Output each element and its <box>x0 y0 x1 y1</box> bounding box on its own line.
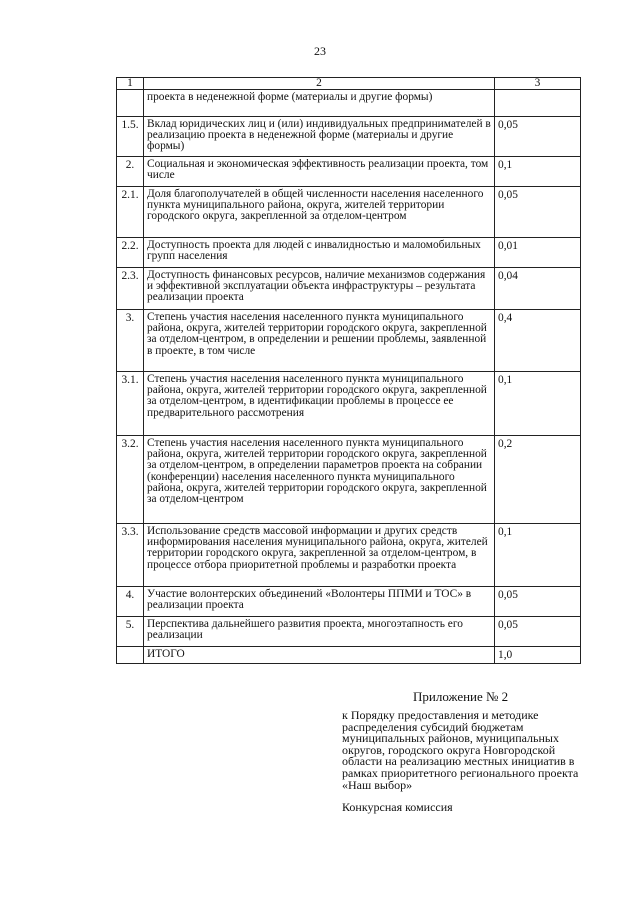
row-weight: 0,04 <box>495 268 581 310</box>
row-criterion: Степень участия населения населенного пункта муниципального района, округа, жителей территории городского округа, закрепленной за отделом-центром, в определении и решении проблемы, заявленной в проекте, в том числе <box>144 310 495 372</box>
row-criterion: Социальная и экономическая эффективность реализации проекта, том числе <box>144 157 495 187</box>
table-row <box>117 436 581 524</box>
row-criterion: Степень участия населения населенного пункта муниципального района, округа, жителей территории городского округа, закрепленной за отделом-центром, в определении параметров проекта на собрании (конференции) населения населенного пункта муниципального района, округа, жителей территории городского округа, закрепленной за отделом-центром <box>144 436 495 524</box>
total-label: ИТОГО <box>144 647 495 664</box>
row-criterion: Доступность проекта для людей с инвалидностью и маломобильных групп населения <box>144 238 495 268</box>
table-row <box>117 268 581 310</box>
row-criterion: Доступность финансовых ресурсов, наличие механизмов содержания и эффективной эксплуатации объекта инфраструктуры – результата реализации проекта <box>144 268 495 310</box>
row-number: 3.3. <box>117 524 144 587</box>
table-row <box>117 187 581 238</box>
row-criterion: Степень участия населения населенного пункта муниципального района, округа, жителей территории городского округа, закрепленной за отделом-центром, в идентификации проблемы в процессе ее предварительного рассмотрения <box>144 372 495 436</box>
row-weight: 0,4 <box>495 310 581 372</box>
table-row <box>117 524 581 587</box>
row-number: 2.2. <box>117 238 144 268</box>
row-weight: 0,05 <box>495 187 581 238</box>
total-row <box>117 647 581 664</box>
table-row <box>117 90 581 117</box>
table-row <box>117 238 581 268</box>
row-number: 2.3. <box>117 268 144 310</box>
row-criterion: Использование средств массовой информации и других средств информирования населения муниципального района, округа, жителей территории городского округа, закрепленной за отделом-центром, в процессе отбора приоритетной проблемы и разработки проекта <box>144 524 495 587</box>
row-weight: 0,01 <box>495 238 581 268</box>
row-number: 2.1. <box>117 187 144 238</box>
row-weight: 0,1 <box>495 157 581 187</box>
row-criterion: Участие волонтерских объединений «Волонтеры ППМИ и ТОС» в реализации проекта <box>144 587 495 617</box>
row-criterion: Вклад юридических лиц и (или) индивидуальных предпринимателей в реализацию проекта в неденежной форме (материалы и другие формы) <box>144 117 495 157</box>
header-col-2: 2 <box>144 78 495 90</box>
commission-heading: Конкурсная комиссия <box>342 800 453 814</box>
row-number: 5. <box>117 617 144 647</box>
row-weight: 0,1 <box>495 524 581 587</box>
row-criterion: Доля благополучателей в общей численности населения населенного пункта муниципального района, округа, жителей территории городского округа, закрепленной за отделом-центром <box>144 187 495 238</box>
row-criterion: проекта в неденежной форме (материалы и другие формы) <box>144 90 495 117</box>
page-number: 23 <box>314 44 326 58</box>
table-row <box>117 157 581 187</box>
table-row <box>117 372 581 436</box>
row-weight: 0,05 <box>495 117 581 157</box>
row-number: 3.2. <box>117 436 144 524</box>
table-row <box>117 117 581 157</box>
criteria-table <box>116 77 581 664</box>
row-weight: 0,05 <box>495 617 581 647</box>
table-row <box>117 310 581 372</box>
row-number: 4. <box>117 587 144 617</box>
header-col-3: 3 <box>495 78 581 90</box>
row-weight <box>495 90 581 117</box>
row-weight: 0,05 <box>495 587 581 617</box>
table-header-row <box>117 78 581 90</box>
row-number: 3. <box>117 310 144 372</box>
row-criterion: Перспектива дальнейшего развития проекта, многоэтапность его реализации <box>144 617 495 647</box>
row-number: 3.1. <box>117 372 144 436</box>
appendix-title: Приложение № 2 <box>413 689 509 704</box>
row-number <box>117 647 144 664</box>
row-number <box>117 90 144 117</box>
appendix-description: к Порядку предоставления и методике распределения субсидий бюджетам муниципальных районов, муниципальных округов, городского округа Новгородской области на реализацию местных инициатив в рамках приоритетного регионального проекта «Наш выбор» <box>342 708 579 792</box>
total-value: 1,0 <box>495 647 581 664</box>
row-weight: 0,1 <box>495 372 581 436</box>
row-weight: 0,2 <box>495 436 581 524</box>
table-row <box>117 617 581 647</box>
row-number: 1.5. <box>117 117 144 157</box>
table-row <box>117 587 581 617</box>
row-number: 2. <box>117 157 144 187</box>
header-col-1: 1 <box>117 78 144 90</box>
